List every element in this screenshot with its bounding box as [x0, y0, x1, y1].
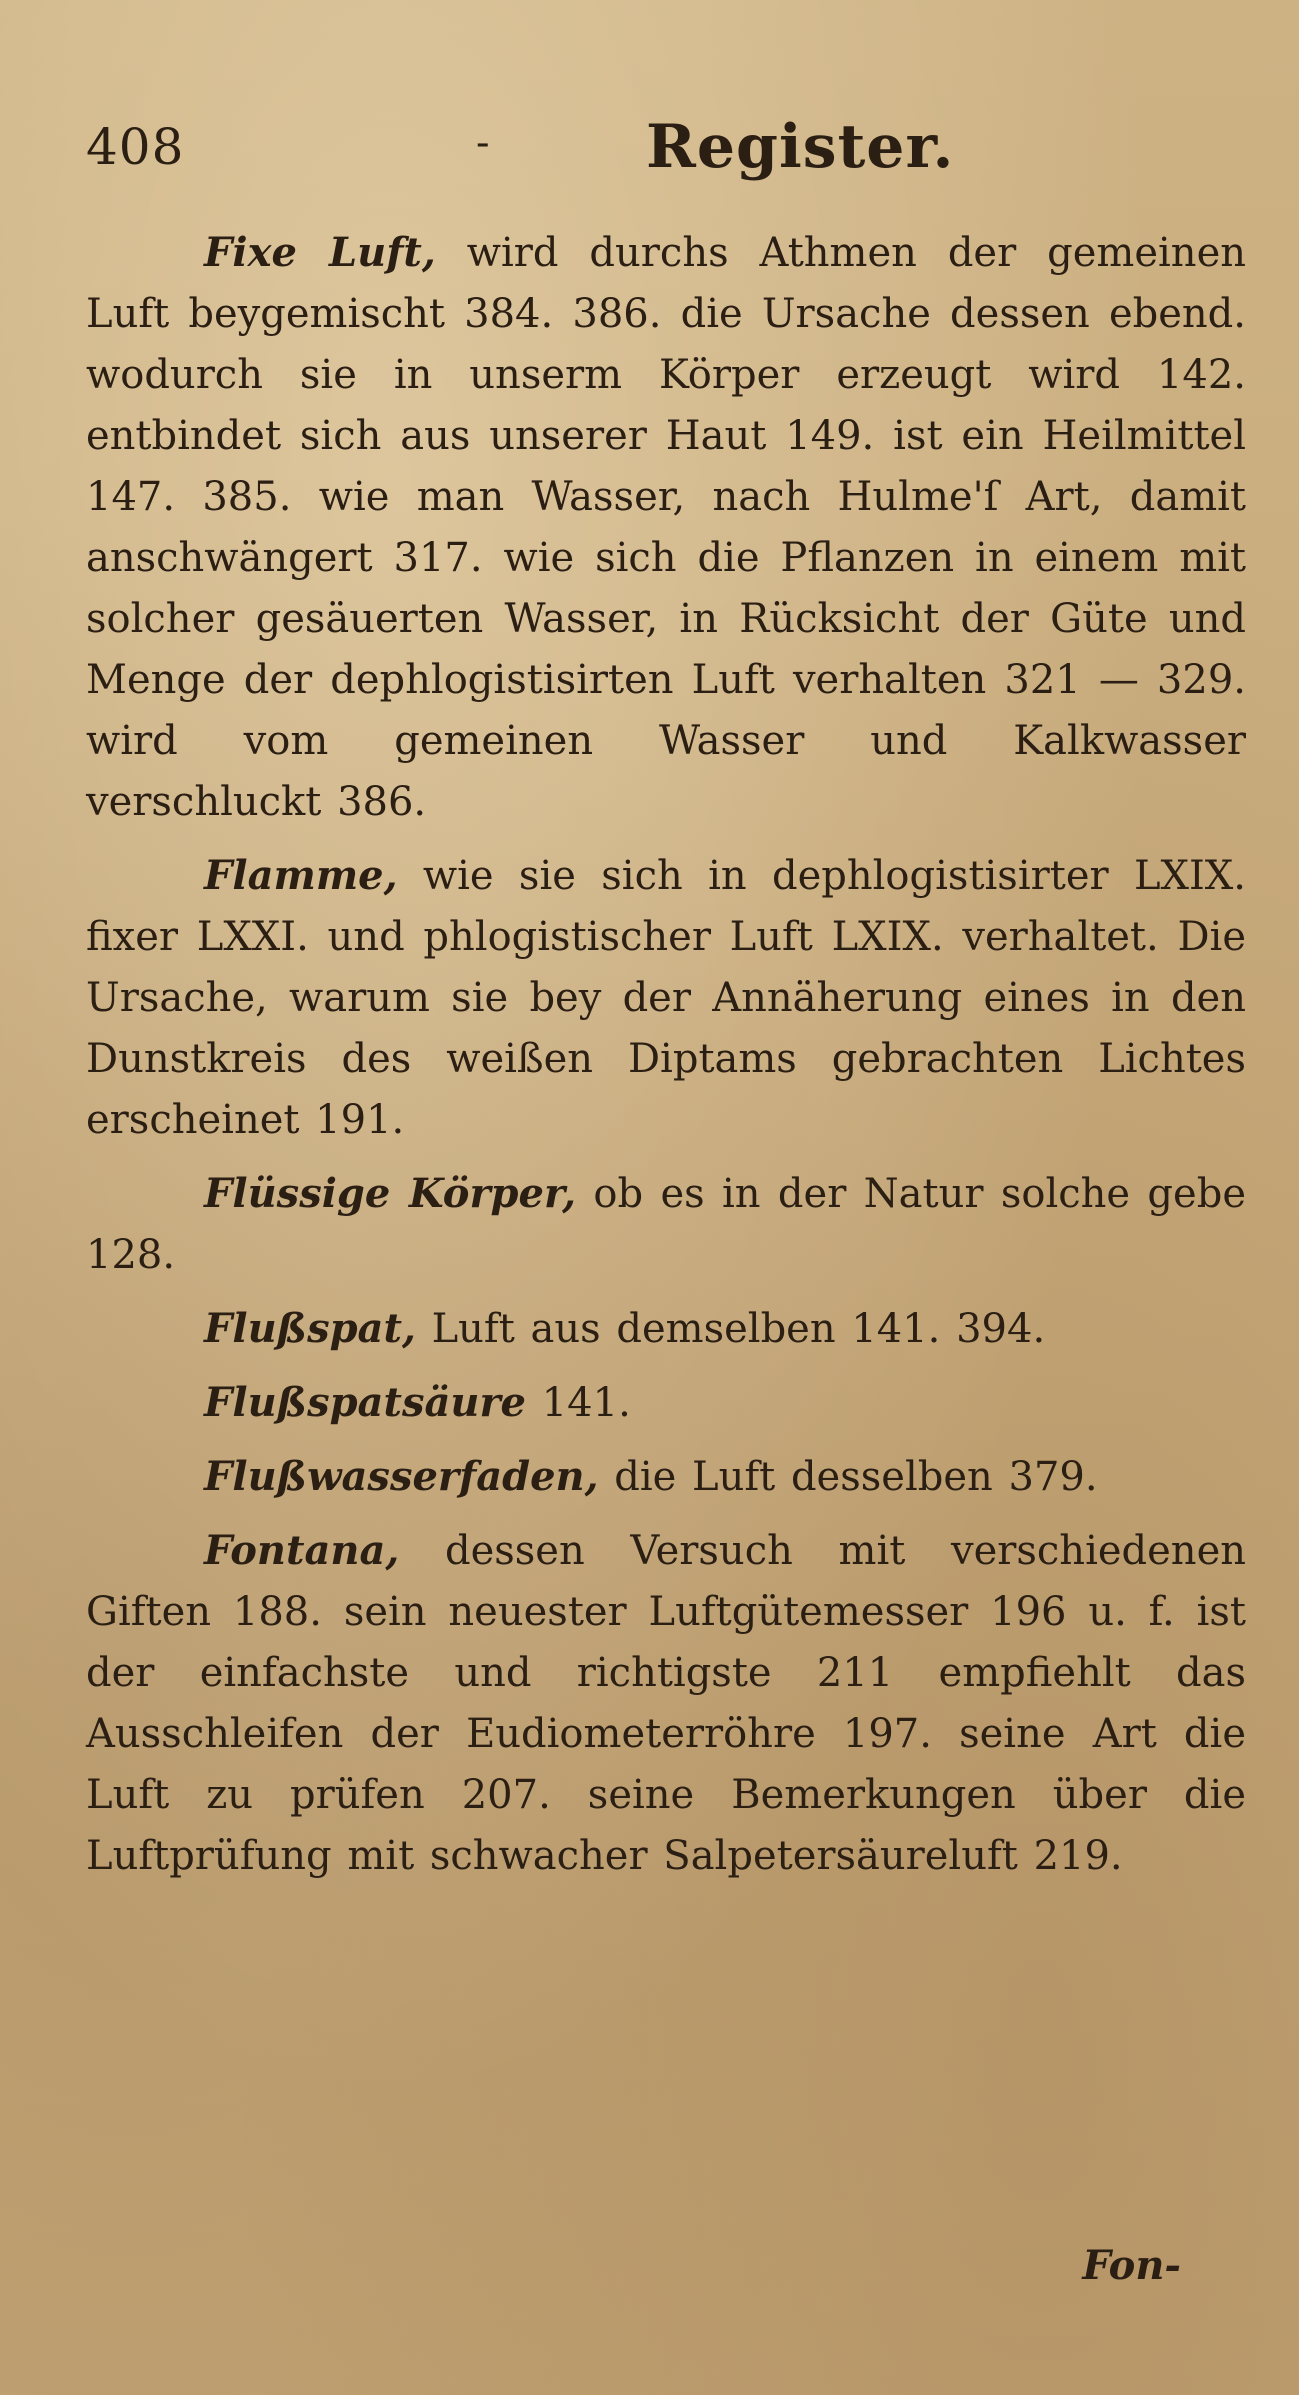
register-entry-flamme [86, 845, 1246, 1151]
running-head [86, 112, 1226, 188]
entry-term: Fontana, [204, 1527, 400, 1574]
register-entry-flussspatsaeure [86, 1372, 1246, 1434]
entry-term: Flüssige Körper, [204, 1170, 577, 1217]
entry-text: dessen Versuch mit verschiedenen Giften 188. sein neuester Luftgütemesser 196 u. f. ist der einfachste und richtigste 211 empfiehlt das Ausschleifen der Eudiometerröhre 197. seine Art die Luft zu prüfen 207. seine Bemerkungen über die Luftprüfung mit schwacher Salpetersäureluft 219. [86, 1528, 1247, 1879]
entry-term: Flußspatsäure [204, 1379, 526, 1426]
entry-term: Flußwasserfaden, [204, 1453, 599, 1500]
entry-text: 141. [541, 1380, 631, 1426]
register-entry-flusswasserfaden [86, 1446, 1246, 1508]
page-number: 408 [86, 118, 185, 176]
entry-term: Flamme, [204, 852, 398, 899]
register-entry-fontana [86, 1520, 1246, 1887]
entry-text: ob es in der Natur solche gebe 128. [86, 1171, 1246, 1278]
register-entries [86, 222, 1246, 1887]
register-entry-flussspat [86, 1298, 1246, 1360]
entry-text: wie sie sich in dephlogistisirter LXIX. fixer LXXI. und phlogistischer Luft LXIX. verhaltet. Die Ursache, warum sie bey der Annäherung eines in den Dunstkreis des weißen Diptams gebrachten Lichtes erscheinet 191. [86, 853, 1246, 1143]
entry-text: die Luft desselben 379. [614, 1454, 1098, 1500]
entry-term: Flußspat, [204, 1305, 416, 1352]
running-title: Register. [646, 112, 955, 182]
register-entry-fluessige-koerper [86, 1163, 1246, 1286]
entry-text: Luft aus demselben 141. 394. [431, 1306, 1046, 1352]
register-entry-fixe-luft [86, 222, 1246, 833]
header-dash: - [476, 120, 490, 166]
entry-text: wird durchs Athmen der gemeinen Luft beygemischt 384. 386. die Ursache dessen ebend. wodurch sie in unserm Körper erzeugt wird 142. entbindet sich aus unserer Haut 149. ist ein Heilmittel 147. 385. wie man Wasser, nach Hulme'ſ Art, damit anschwängert 317. wie sich die Pflanzen in einem mit solcher gesäuerten Wasser, in Rücksicht der Güte und Menge der dephlogistisirten Luft verhalten 321 — 329. wird vom gemeinen Wasser und Kalkwasser verschluckt 386. [86, 230, 1247, 825]
entry-term: Fixe Luft, [204, 229, 436, 276]
catchword: Fon- [1082, 2242, 1181, 2289]
